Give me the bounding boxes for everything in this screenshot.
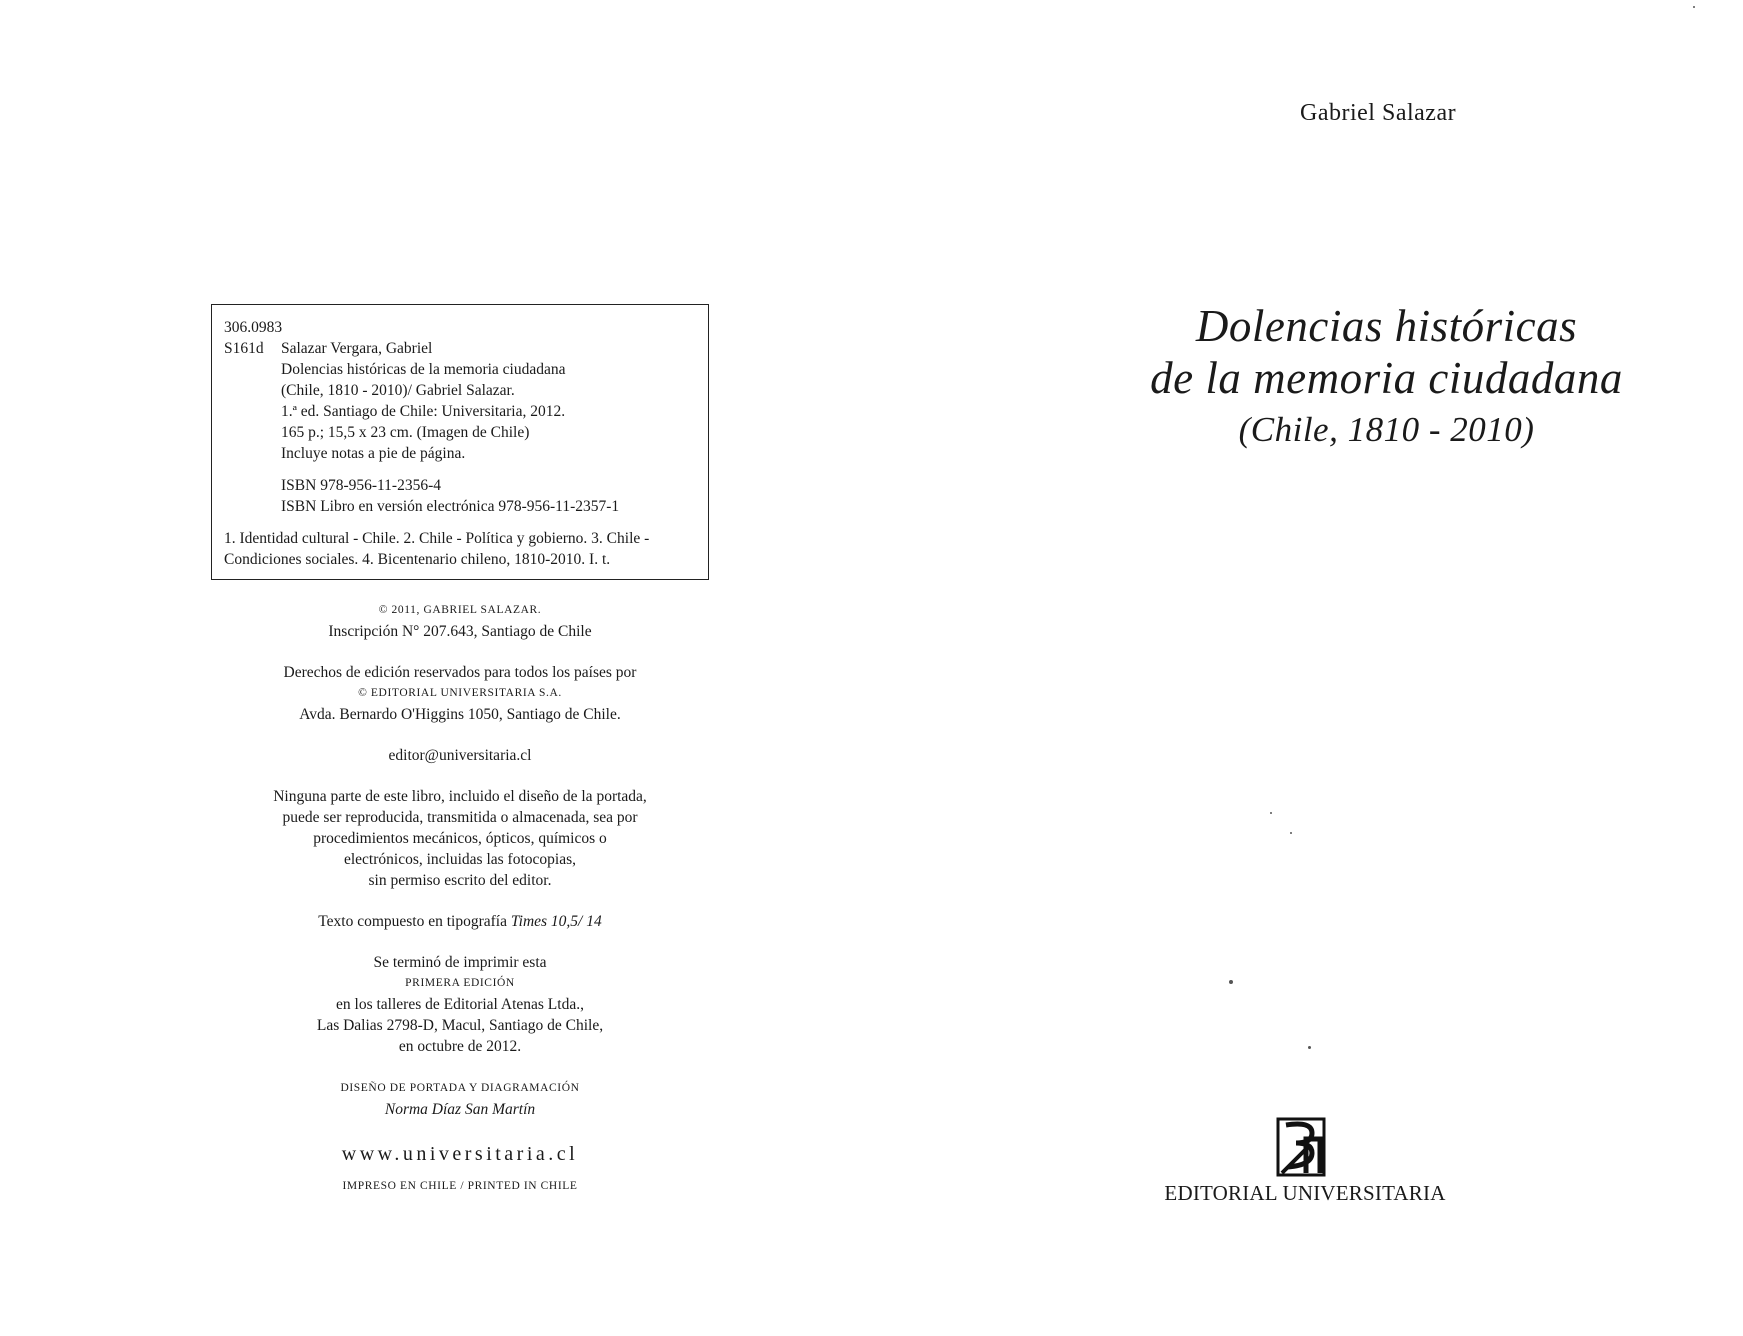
catalog-card — [211, 304, 709, 580]
notice-line: puede ser reproducida, transmitida o almacenada, sea por — [282, 809, 638, 826]
publisher-address: Avda. Bernardo O'Higgins 1050, Santiago de Chile. — [299, 706, 621, 723]
cutter-number: S161d — [224, 340, 264, 357]
author-entry-row — [224, 338, 698, 359]
author-entry: Salazar Vergara, Gabriel — [281, 340, 433, 357]
title-line: de la memoria ciudadana — [1150, 353, 1623, 403]
printing-line: Las Dalias 2798-D, Macul, Santiago de Chile, — [316, 1017, 604, 1034]
notice-line: electrónicos, incluidas las fotocopias, — [343, 851, 576, 868]
title-page — [870, 0, 1743, 1336]
printing-line: en octubre de 2012. — [398, 1038, 522, 1055]
copyright-notice: © 2011, GABRIEL SALAZAR. — [378, 604, 542, 616]
scan-speck — [1308, 1046, 1311, 1049]
scan-speck — [1290, 832, 1292, 834]
printing-line: en los talleres de Editorial Atenas Ltda., — [336, 996, 584, 1013]
publisher-logo-icon — [1276, 1117, 1326, 1177]
isbn-electronic: ISBN Libro en versión electrónica 978-956-11-2357-1 — [281, 498, 620, 515]
rights-line: Derechos de edición reservados para todos los países por — [283, 664, 637, 681]
scan-speck — [1693, 6, 1695, 8]
publisher-rights: © EDITORIAL UNIVERSITARIA S.A. — [358, 687, 562, 699]
typography-font: Times 10,5/ 14 — [510, 913, 602, 930]
publisher-website: www.universitaria.cl — [341, 1143, 579, 1165]
subjects-line: 1. Identidad cultural - Chile. 2. Chile - Política y gobierno. 3. Chile - — [224, 530, 650, 547]
printing-line: Se terminó de imprimir esta — [373, 954, 547, 971]
title-line: Dolencias históricas — [1195, 301, 1578, 351]
design-label: DISEÑO DE PORTADA Y DIAGRAMACIÓN — [340, 1082, 580, 1094]
printed-in: IMPRESO EN CHILE / PRINTED IN CHILE — [342, 1180, 578, 1192]
copyright-page — [0, 0, 870, 1336]
scan-speck — [1229, 980, 1233, 984]
class-number: 306.0983 — [224, 319, 283, 336]
publisher-name: EDITORIAL UNIVERSITARIA — [1164, 1181, 1446, 1205]
subtitle: (Chile, 1810 - 2010) — [1238, 410, 1535, 449]
publisher-email: editor@universitaria.cl — [388, 747, 532, 764]
book-title — [870, 300, 1743, 454]
subjects-line: Condiciones sociales. 4. Bicentenario chileno, 1810-2010. I. t. — [224, 551, 611, 568]
notice-line: Ninguna parte de este libro, incluido el diseño de la portada, — [273, 788, 647, 805]
catalog-line: (Chile, 1810 - 2010)/ Gabriel Salazar. — [281, 382, 515, 399]
scan-speck — [1270, 812, 1272, 814]
notice-line: sin permiso escrito del editor. — [368, 872, 552, 889]
catalog-line: Incluye notas a pie de página. — [281, 445, 466, 462]
designer-name: Norma Díaz San Martín — [384, 1101, 536, 1118]
author-name: Gabriel Salazar — [1300, 100, 1457, 126]
catalog-line: Dolencias históricas de la memoria ciudadana — [281, 361, 566, 378]
catalog-line: 165 p.; 15,5 x 23 cm. (Imagen de Chile) — [281, 424, 530, 441]
typography-prefix: Texto compuesto en tipografía — [318, 913, 507, 930]
typography-note — [211, 911, 709, 932]
catalog-line: 1.ª ed. Santiago de Chile: Universitaria, 2012. — [281, 403, 566, 420]
notice-line: procedimientos mecánicos, ópticos, químicos o — [313, 830, 607, 847]
registration: Inscripción N° 207.643, Santiago de Chile — [328, 623, 592, 640]
isbn-print: ISBN 978-956-11-2356-4 — [281, 477, 442, 494]
edition-label: PRIMERA EDICIÓN — [405, 977, 515, 989]
credits-block — [211, 600, 709, 1197]
